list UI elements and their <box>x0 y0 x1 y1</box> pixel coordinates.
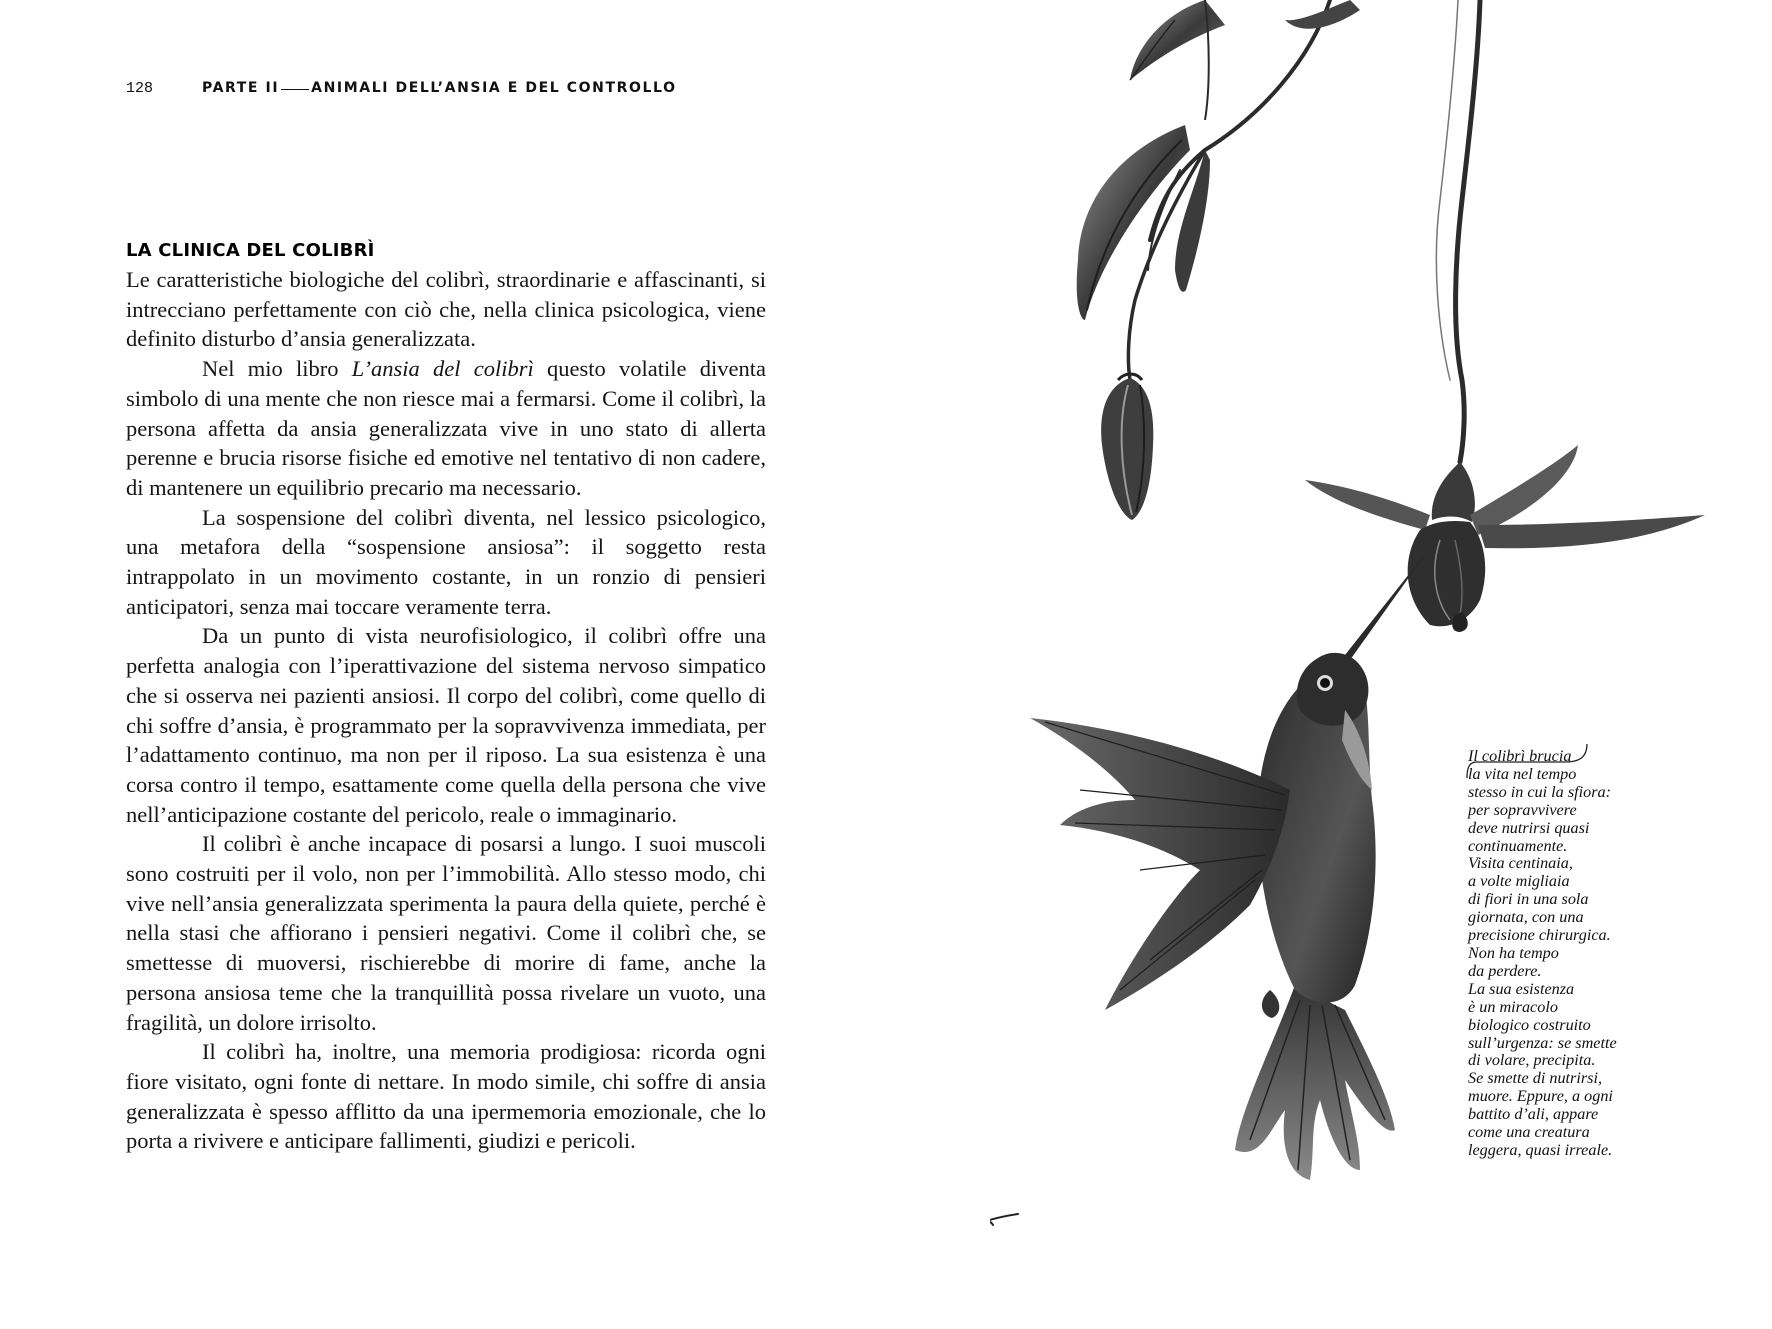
paragraph-text: Nel mio libro <box>202 356 352 382</box>
paragraph: Il colibrì è anche incapace di posarsi a lungo. I suoi muscoli sono costruiti per il volo, non per l’immobilità. Allo stesso modo, chi vive nell’ansia generalizzata sperimenta la paura della quiete, perché è nella stasi che affiorano i pensieri negativi. Come il colibrì che, se smettesse di muoversi, rischierebbe di morire di fame, anche la persona ansiosa teme che la tranquillità possa rivelare un vuoto, una fragilità, un dolore irrisolto. <box>126 831 766 1035</box>
caption-line: Se smette di nutrirsi, <box>1468 1069 1602 1088</box>
caption-line: Il colibrì brucia <box>1468 747 1572 765</box>
paragraph <box>126 354 766 503</box>
paragraph: Da un punto di vista neurofisiologico, il colibrì offre una perfetta analogia con l’iperattivazione del sistema nervoso simpatico che si osserva nei pazienti ansiosi. Il corpo del colibrì, come quello di chi soffre d’ansia, è programmato per la sopravvivenza immediata, per l’adattamento continuo, ma non per il riposo. La sua esistenza è una corsa contro il tempo, esattamente come quella della persona che vive nell’anticipazione costante del pericolo, reale o immaginario. <box>126 623 766 827</box>
chapter-title: ANIMALI DELL’ANSIA E DEL CONTROLLO <box>311 80 677 96</box>
caption-line: la vita nel tempo <box>1468 764 1577 783</box>
caption-line: leggera, quasi irreale. <box>1468 1140 1613 1159</box>
caption-line: muore. Eppure, a ogni <box>1468 1087 1613 1106</box>
caption-line: precisione chirurgica. <box>1468 926 1611 945</box>
caption-line: di fiori in una sola <box>1468 890 1589 909</box>
hummingbird <box>1030 545 1432 1180</box>
caption-line: giornata, con una <box>1468 908 1584 927</box>
running-header <box>126 80 677 97</box>
caption-line: a volte migliaia <box>1468 872 1570 891</box>
flower-bud <box>1101 374 1153 520</box>
header-divider <box>281 89 309 90</box>
artist-signature <box>990 1214 1018 1230</box>
sidebar-caption <box>1468 748 1658 1160</box>
leaves <box>1077 0 1360 320</box>
body-text <box>126 265 766 1156</box>
caption-line: Non ha tempo <box>1468 943 1559 962</box>
caption-line: come una creatura <box>1468 1123 1590 1142</box>
caption-line: sull’urgenza: se smette <box>1468 1033 1617 1052</box>
caption-line: La sua esistenza <box>1468 979 1575 998</box>
caption-line: per sopravvivere <box>1468 800 1577 819</box>
caption-line: Visita centinaia, <box>1468 854 1573 873</box>
section-title: LA CLINICA DEL COLIBRÌ <box>126 240 375 261</box>
caption-line: di volare, precipita. <box>1468 1051 1596 1070</box>
caption-line: battito d’ali, appare <box>1468 1105 1599 1124</box>
caption-line: da perdere. <box>1468 961 1542 980</box>
part-label: PARTE II <box>202 80 280 96</box>
caption-line: è un miracolo <box>1468 997 1558 1016</box>
caption-line: biologico costruito <box>1468 1015 1591 1034</box>
caption-line: deve nutrirsi quasi <box>1468 818 1590 837</box>
caption-line: continuamente. <box>1468 836 1568 855</box>
paragraph: Le caratteristiche biologiche del colibrì, straordinarie e affascinanti, si intrecciano perfettamente con ciò che, nella clinica psicologica, viene definito disturbo d’ansia generalizzata. <box>126 267 766 352</box>
book-title: L’ansia del colibrì <box>351 356 534 382</box>
paragraph: La sospensione del colibrì diventa, nel lessico psicologico, una metafora della “sospensione ansiosa”: il soggetto resta intrappolato in un movimento costante, in un ronzio di pensieri anticipatori, senza mai toccare veramente terra. <box>126 504 766 619</box>
page-number: 128 <box>126 80 154 97</box>
hanging-flower <box>1305 445 1705 632</box>
paragraph-text: questo volatile diventa simbolo di una mente che non riesce mai a fermarsi. Come il colibrì, la persona affetta da ansia generalizzata vive in uno stato di allerta perenne e brucia risorse fisiche ed emotive nel tentativo di non cadere, di mantenere un equilibrio precario ma necessario. <box>126 356 767 500</box>
paragraph: Il colibrì ha, inoltre, una memoria prodigiosa: ricorda ogni fiore visitato, ogni fonte di nettare. In modo simile, chi soffre di ansia generalizzata è spesso afflitto da una ipermemoria emozionale, che lo porta a rivivere e anticipare fallimenti, giudizi e pericoli. <box>126 1039 766 1154</box>
caption-line: stesso in cui la sfiora: <box>1468 782 1611 801</box>
